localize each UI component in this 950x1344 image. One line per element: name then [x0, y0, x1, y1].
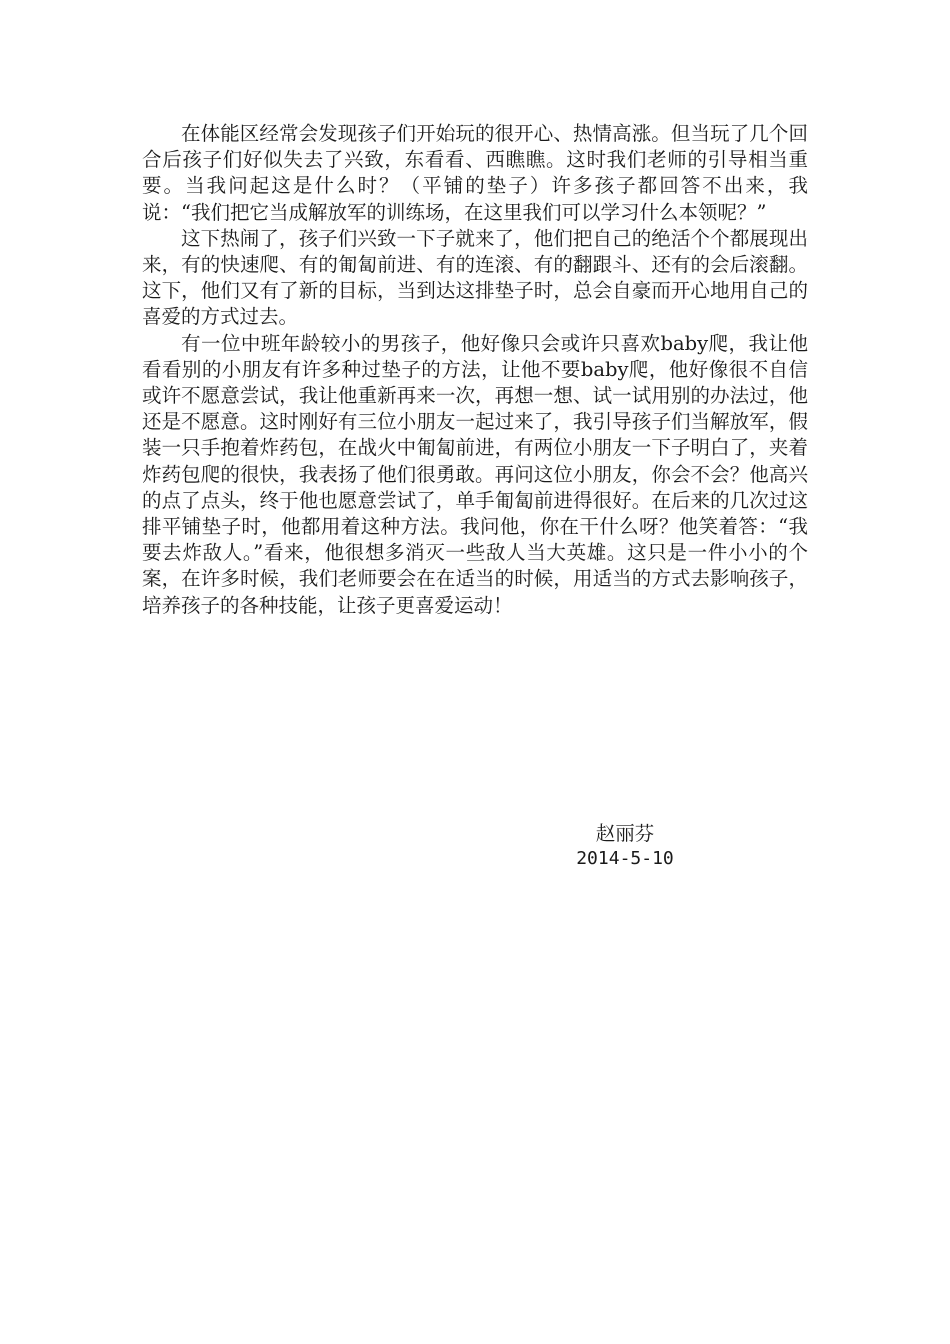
- paragraph-2: 这下热闹了，孩子们兴致一下子就来了，他们把自己的绝活个个都展现出来，有的快速爬、有的匍匐前进、有的连滚、有的翻跟斗、还有的会后滚翻。这下，他们又有了新的目标，当到达这排垫子时，总会自豪而开心地用自己的喜爱的方式过去。: [142, 226, 808, 329]
- document-body: [142, 121, 808, 619]
- signature-block: [560, 821, 690, 871]
- author-name: 赵丽芬: [595, 822, 655, 845]
- paragraph-3: 有一位中班年龄较小的男孩子，他好像只会或许只喜欢baby爬，我让他看看别的小朋友有许多种过垫子的方法，让他不要baby爬，他好像很不自信或许不愿意尝试，我让他重新再来一次，再想一想、试一试用别的办法过，他还是不愿意。这时刚好有三位小朋友一起过来了，我引导孩子们当解放军，假装一只手抱着炸药包，在战火中匍匐前进，有两位小朋友一下子明白了，夹着炸药包爬的很快，我表扬了他们很勇敢。再问这位小朋友，你会不会？他高兴的点了点头，终于他也愿意尝试了，单手匍匐前进得很好。在后来的几次过这排平铺垫子时，他都用着这种方法。我问他，你在干什么呀？他笑着答：“我要去炸敌人。”看来，他很想多消灭一些敌人当大英雄。这只是一件小小的个案，在许多时候，我们老师要会在在适当的时候，用适当的方式去影响孩子，培养孩子的各种技能，让孩子更喜爱运动！: [142, 331, 808, 617]
- signature-date: 2014-5-10: [576, 848, 674, 869]
- paragraph-1: 在体能区经常会发现孩子们开始玩的很开心、热情高涨。但当玩了几个回合后孩子们好似失去了兴致，东看看、西瞧瞧。这时我们老师的引导相当重要。当我问起这是什么时？（平铺的垫子）许多孩子都回答不出来，我说：“我们把它当成解放军的训练场，在这里我们可以学习什么本领呢？”: [142, 122, 808, 224]
